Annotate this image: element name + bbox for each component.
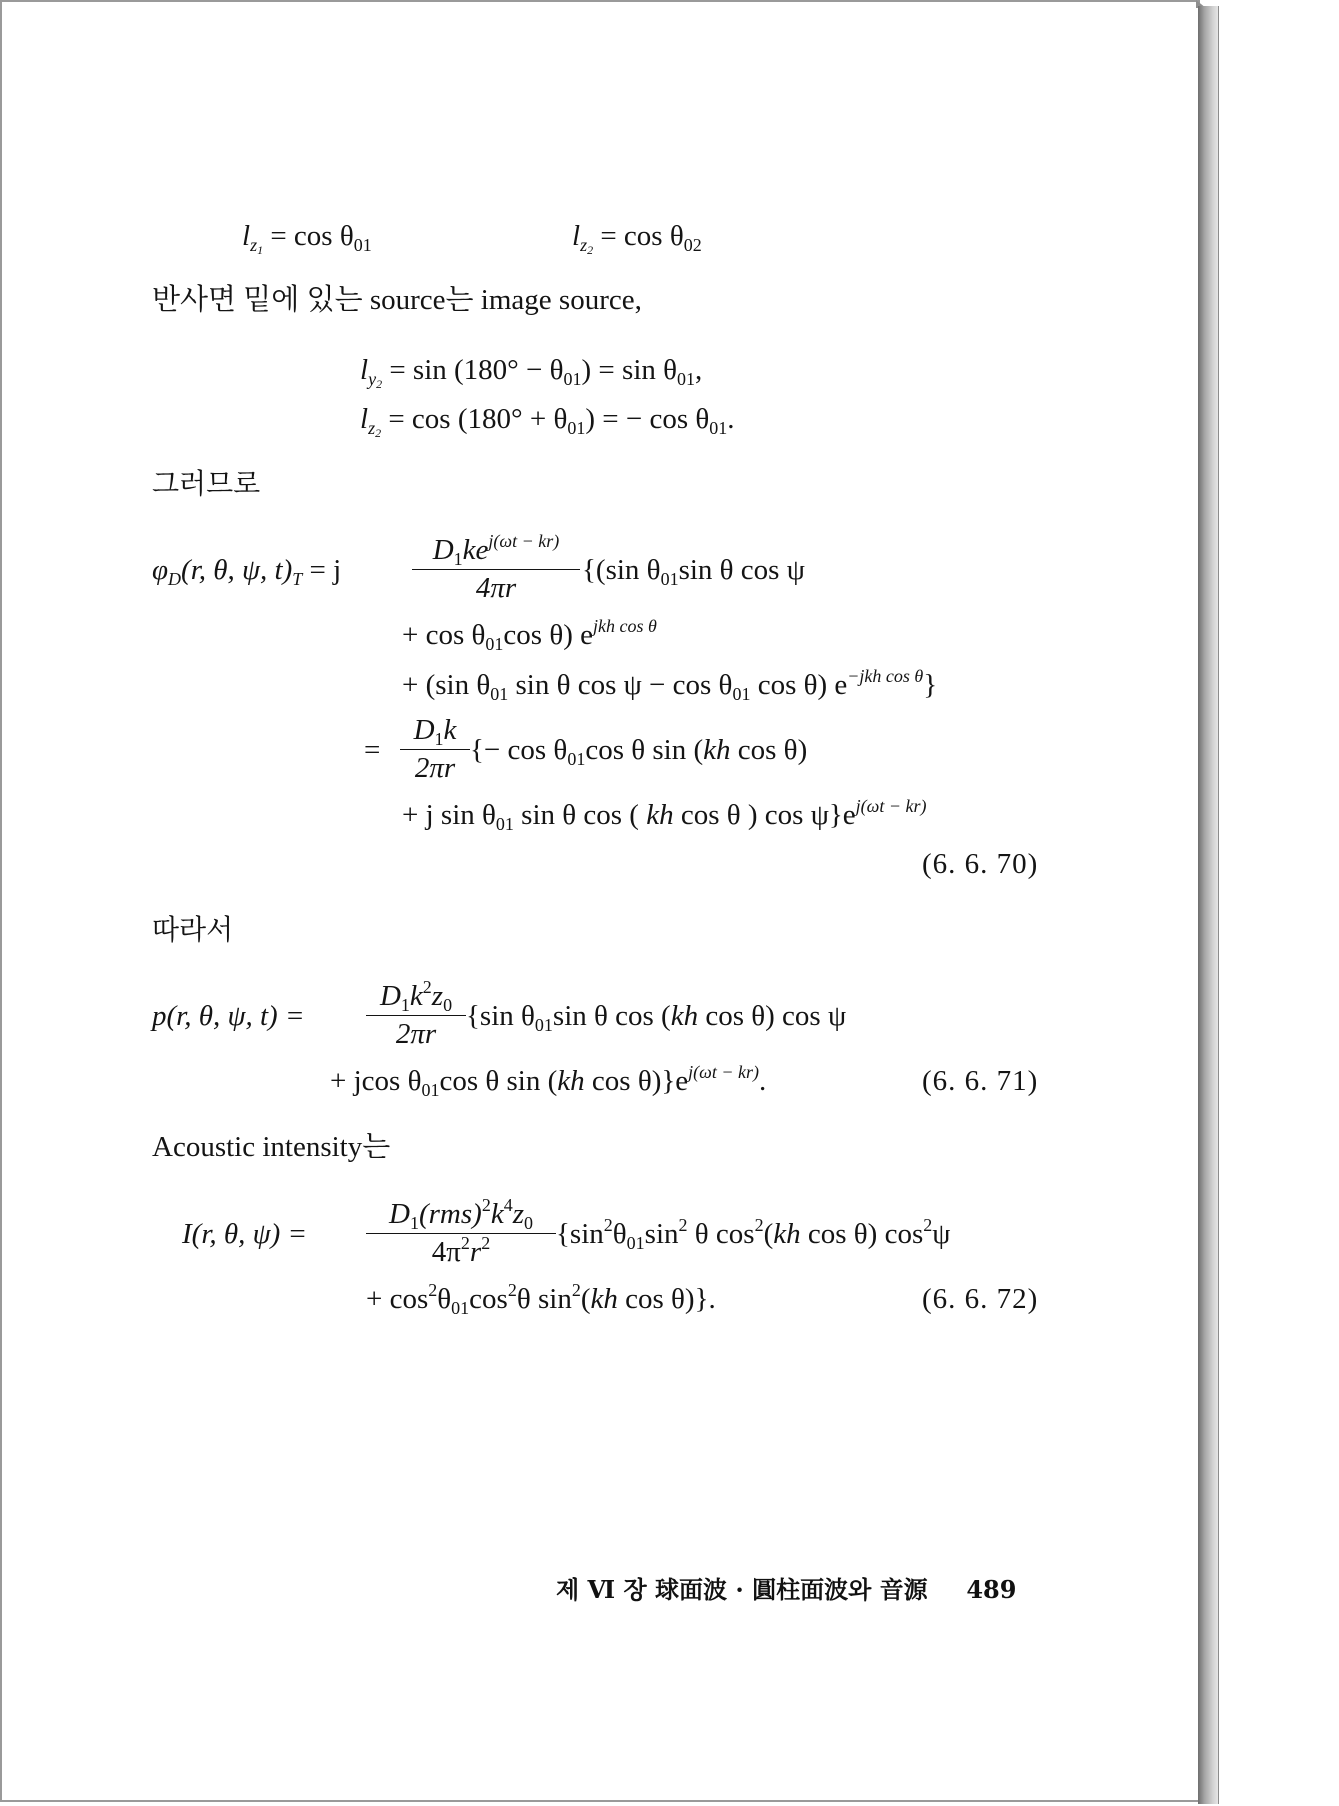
phi-line1-bracket: {(sin $\theta_{01}\sin$ θ cos ψ <box>582 554 805 589</box>
phi-equals-2: = <box>364 734 381 766</box>
phi-lhs: $\varphi_D(r$, θ, ψ, $t)_T = j$ <box>152 554 342 589</box>
p-fraction: $D_1k^2z_0$ 2πr <box>366 979 466 1051</box>
phi-line5: + j $\sin \theta_{01}$ sin θ cos ( kh cos θ ) $\cos \psi\}e^{j(\omega t - kr)}$ <box>402 796 927 834</box>
therefore-label: 그러므로 <box>152 467 261 500</box>
acoustic-intensity-label: Acoustic intensity는 <box>152 1131 391 1163</box>
equation-number-72: (6. 6. 72) <box>922 1283 1039 1315</box>
background-margin <box>1219 0 1339 1806</box>
p-lhs: p(r, θ, ψ, t) = <box>152 1000 305 1032</box>
p-line1: {sin $\theta_{01}\sin$ θ cos (kh cos θ) cos ψ <box>466 1000 847 1035</box>
equation-number-70: (6. 6. 70) <box>922 848 1039 880</box>
intensity-line2: + $\cos^2\theta_{01}\cos^2\theta$ $\sin^2(kh$ cos θ)}. <box>366 1280 716 1318</box>
phi-fraction-1: $D_1ke^{j(\omega t - kr)}$ 4πr <box>412 533 580 605</box>
lz2-reflected-equation: $l_{z_2} = \cos (180^\circ + \theta_{01})$ = − $\cos \theta_{01}$. <box>360 403 735 440</box>
lz2-equation: $l_{z_2} = \cos \theta_{02}$ <box>572 220 702 257</box>
intensity-fraction: $D_1(rms)^2k^4z_0$ $4\pi^2r^2$ <box>366 1197 556 1269</box>
lz1-equation: $l_{z_1} = \cos \theta_{01}$ <box>242 220 372 257</box>
ly2-equation: $l_{y_2} = \sin (180^\circ - \theta_{01}) = \sin \theta_{01}$, <box>360 354 703 391</box>
page-number: 489 <box>966 1575 1017 1604</box>
chapter-title: 제 Ⅵ 장 球面波 · 圓柱面波와 音源 <box>556 1575 928 1604</box>
p-line2: + jcos $\theta_{01}\cos$ θ sin (kh $\cos \theta)\}e^{j(\omega t - kr)}$. <box>330 1062 767 1100</box>
equation-number-71: (6. 6. 71) <box>922 1065 1039 1097</box>
accordingly-label: 따라서 <box>152 913 234 946</box>
intensity-line1: {$\sin^2\theta_{01}\sin^2$ θ $\cos^2(kh$ cos θ) $\cos^2\psi$ <box>556 1215 951 1253</box>
phi-fraction-2: $D_1k$ 2πr <box>400 713 470 785</box>
phi-line2: + $\cos \theta_{01}\cos$ θ) $e^{jkh cos \theta}$ <box>402 616 657 654</box>
page-footer <box>556 1573 1016 1607</box>
page-edge-shadow <box>1198 6 1219 1804</box>
intensity-lhs: I(r, θ, ψ) = <box>182 1218 308 1250</box>
phi-line4: {− $\cos \theta_{01}\cos$ θ sin (kh cos θ) <box>470 734 808 769</box>
image-source-sentence: 반사면 밑에 있는 source는 image source, <box>152 284 642 316</box>
phi-line3: + (sin $\theta_{01}$ sin θ $\cos \psi - \cos \theta_{01}$ cos θ) $e^{-jkh cos \theta}$} <box>402 666 938 704</box>
